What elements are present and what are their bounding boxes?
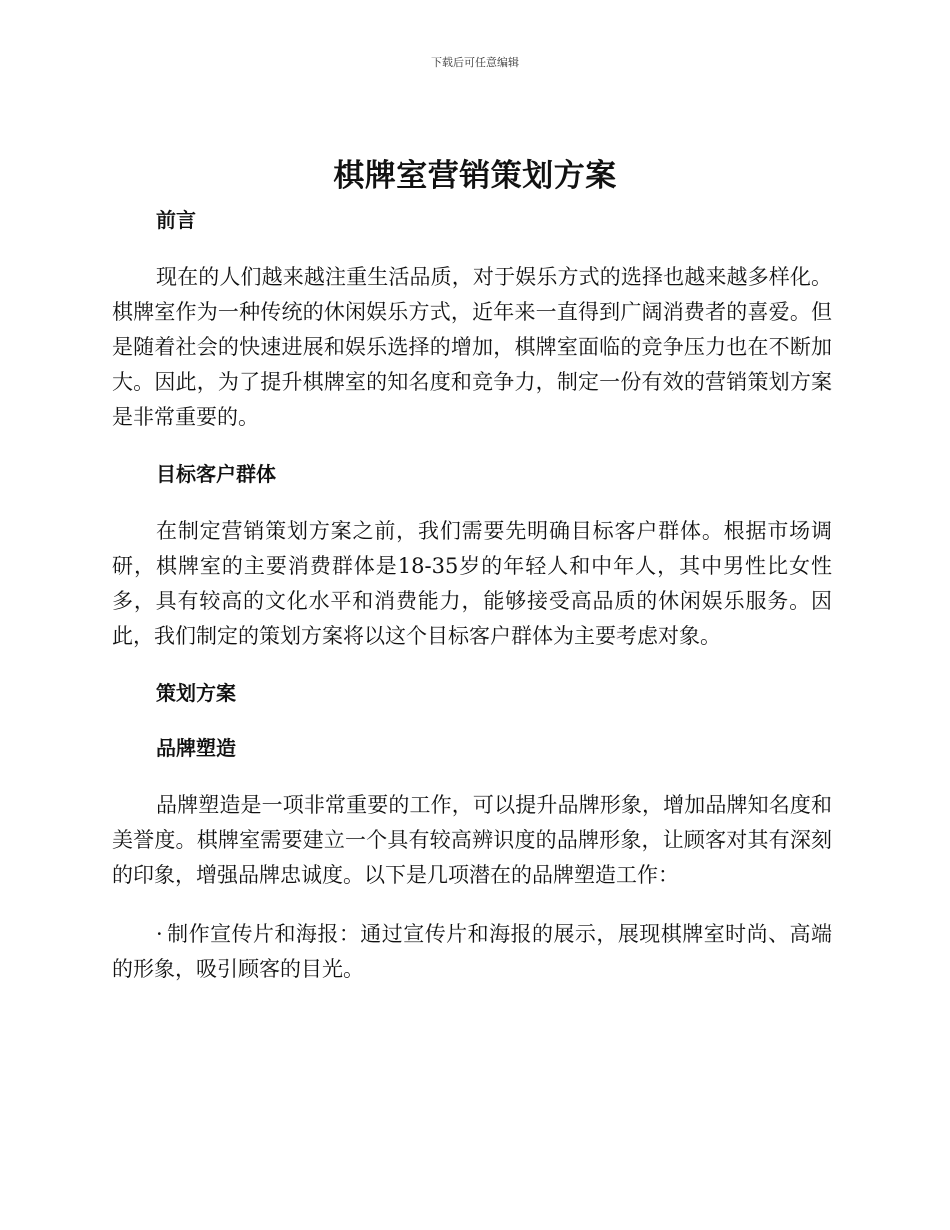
bullet-item	[112, 917, 832, 987]
bullet-text: 制作宣传片和海报：通过宣传片和海报的展示，展现棋牌室时尚、高端的形象，吸引顾客的目光。	[112, 922, 832, 981]
paragraph-brand-building: 品牌塑造是一项非常重要的工作，可以提升品牌形象，增加品牌知名度和美誉度。棋牌室需要建立一个具有较高辨识度的品牌形象，让顾客对其有深刻的印象，增强品牌忠诚度。以下是几项潜在的品牌塑造工作：	[112, 793, 832, 887]
heading-brand-building: 品牌塑造	[156, 736, 236, 760]
page-header: 下载后可任意编辑	[431, 56, 519, 69]
paragraph-target-customers: 在制定营销策划方案之前，我们需要先明确目标客户群体。根据市场调研，棋牌室的主要消费群体是18-35岁的年轻人和中年人，其中男性比女性多，具有较高的文化水平和消费能力，能够接受高品质的休闲娱乐服务。因此，我们制定的策划方案将以这个目标客户群体为主要考虑对象。	[112, 519, 832, 648]
heading-target-customers: 目标客户群体	[156, 462, 276, 486]
paragraph-preface: 现在的人们越来越注重生活品质，对于娱乐方式的选择也越来越多样化。棋牌室作为一种传统的休闲娱乐方式，近年来一直得到广阔消费者的喜爱。但是随着社会的快速进展和娱乐选择的增加，棋牌室面临的竞争压力也在不断加大。因此，为了提升棋牌室的知名度和竞争力，制定一份有效的营销策划方案是非常重要的。	[112, 265, 832, 429]
bullet-marker: ·	[156, 922, 163, 946]
document-title: 棋牌室营销策划方案	[333, 158, 617, 194]
heading-preface: 前言	[156, 208, 196, 232]
document-body	[112, 205, 832, 1011]
heading-plan: 策划方案	[156, 681, 236, 705]
